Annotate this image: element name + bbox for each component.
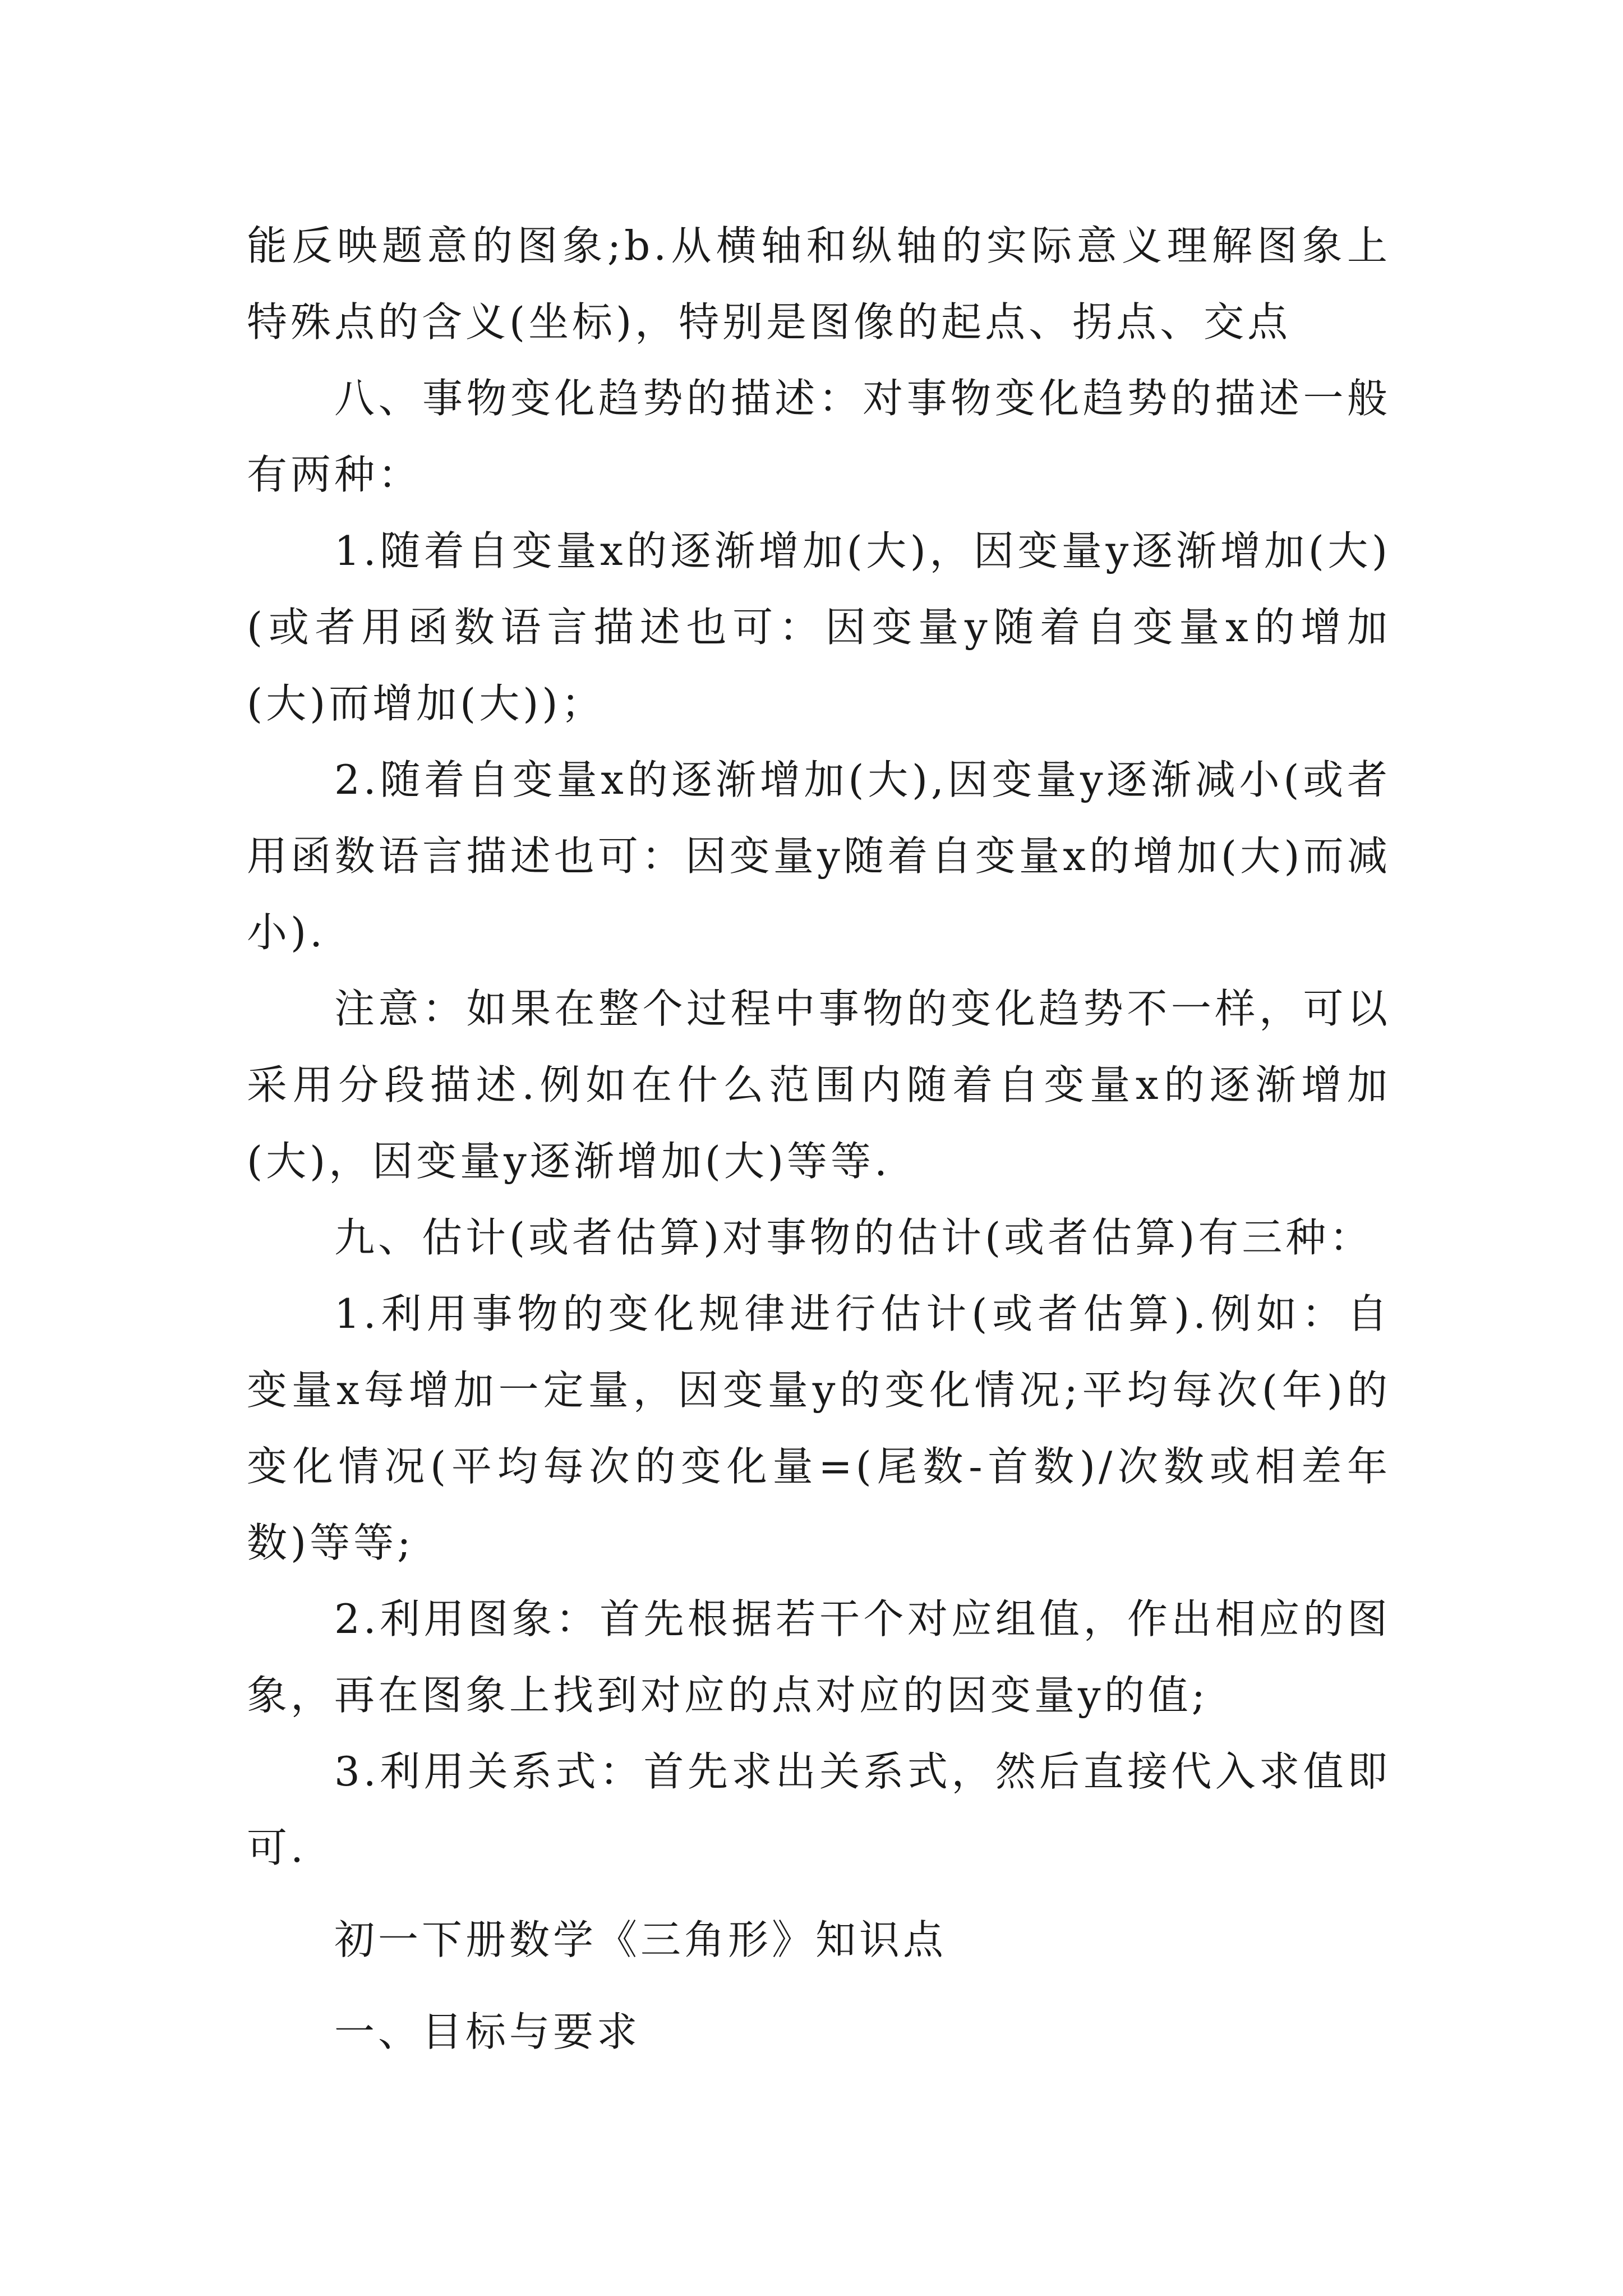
paragraph-trend-decrease: 2.随着自变量x的逐渐增加(大),因变量y逐渐减小(或者用函数语言描述也可：因变量y随着自变量x的增加(大)而减小). (247, 756, 1391, 956)
paragraph-note: 注意：如果在整个过程中事物的变化趋势不一样，可以采用分段描述.例如在什么范围内随着自变量x的逐渐增加(大)，因变量y逐渐增加(大)等等. (247, 985, 1391, 1185)
section-title-triangle: 初一下册数学《三角形》知识点 (334, 1916, 947, 1963)
paragraph-graph-meaning: 能反映题意的图象;b.从横轴和纵轴的实际意义理解图象上特殊点的含义(坐标)，特别是图像的起点、拐点、交点 (247, 222, 1391, 346)
paragraph-trend-heading: 八、事物变化趋势的描述：对事物变化趋势的描述一般有两种： (247, 375, 1391, 498)
paragraph-trend-increase: 1.随着自变量x的逐渐增加(大)，因变量y逐渐增加(大)(或者用函数语言描述也可：因变量y随着自变量x的增加(大)而增加(大))； (247, 527, 1391, 727)
paragraph-estimate-formula: 3.利用关系式：首先求出关系式，然后直接代入求值即可. (247, 1748, 1391, 1871)
paragraph-estimate-graph: 2.利用图象：首先根据若干个对应组值，作出相应的图象，再在图象上找到对应的点对应的因变量y的值; (247, 1595, 1391, 1719)
document-body (247, 208, 1391, 2070)
section-subtitle-goals: 一、目标与要求 (334, 2008, 641, 2055)
paragraph-estimate-rule: 1.利用事物的变化规律进行估计(或者估算).例如：自变量x每增加一定量，因变量y的变化情况;平均每次(年)的变化情况(平均每次的变化量=(尾数-首数)/次数或相差年数)等等; (247, 1290, 1391, 1566)
paragraph-estimate-heading: 九、估计(或者估算)对事物的估计(或者估算)有三种： (334, 1214, 1373, 1261)
